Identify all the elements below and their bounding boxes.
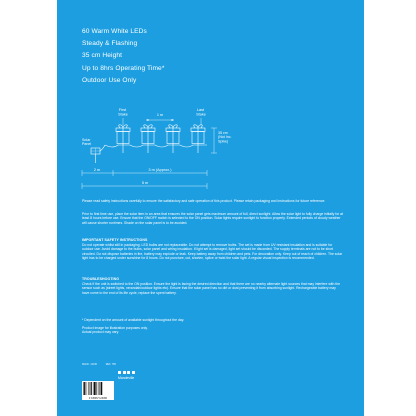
- feature-item: 60 Warm White LEDs: [82, 28, 147, 35]
- ref-code: REF: 785: [105, 363, 116, 366]
- brand-name: Mandeville: [118, 376, 135, 380]
- product-diagram: [57, 105, 364, 191]
- lead-length-label: 2 m: [93, 168, 101, 172]
- feature-item: 35 cm Height: [82, 52, 123, 60]
- gift-stake: [116, 125, 130, 153]
- span-length-label: 3 m (Approx.): [148, 168, 172, 172]
- troubleshooting-heading: TROUBLESHOOTING: [82, 277, 120, 281]
- height-label: 35 cm (Not Inc. Spike): [218, 131, 232, 144]
- social-icons: [118, 371, 135, 374]
- solar-panel-icon: [91, 145, 105, 163]
- gift-stake: [141, 125, 155, 153]
- pinterest-icon: [132, 371, 135, 374]
- youtube-icon: [127, 371, 130, 374]
- gift-stake: [166, 125, 180, 153]
- packaging-panel: [57, 0, 364, 416]
- barcode: [82, 381, 114, 400]
- solar-panel-label: Solar Panel: [82, 138, 92, 147]
- feature-item: Outdoor Use Only: [82, 76, 137, 84]
- troubleshooting-text: Check if the unit is switched to the ON position. Ensure the light is facing the desired direction and that there are no nearby alternate light sources that may interfere with the sensor such as (street lights, verandah/outdoor lights etc). Ensure that the solar panel has no dirt or dust preventing it from absorbing sunlight. Rechargeable battery may have come to the end of its life cycle, replace the spent battery.: [82, 282, 341, 295]
- intro-text: Please read safety instructions carefully to ensure the satisfactory and safe operation of this product. Please retain packaging and instructions for future reference.: [82, 199, 326, 203]
- first-stake-label: First Stake: [118, 108, 128, 117]
- disclaimer: Product image for illustration purposes only. Actual product may vary.: [82, 326, 148, 335]
- product-codes: [82, 363, 124, 366]
- feature-list: [82, 26, 165, 87]
- gift-stake: [191, 125, 205, 153]
- safety-heading: IMPORTANT SAFETY INSTRUCTIONS: [82, 238, 148, 242]
- safety-text: Do not operate whilst still in packaging. LED bulbs are not replaceable. Do not attempt to remove bulbs. The set is made from UV resistant insulation and is suitable for outdoor use. Avoid damage to the bulbs, solar panel and wiring insulation. If light set is damaged, light set should be discarded. The supply terminals are not to be short circuited. Do not dispose batteries in fire, battery may explode or leak. Keep battery away from children and pets. For decoration only. Keep out of reach of children. The solar light has to be charged under sunshine for 8 hours. Do not puncture, cut, shorten, splice or twist the solar light. A regular visual inspection is recommended.: [82, 243, 343, 260]
- first-use-text: Prior to first time use, place the solar item in an area that ensures the solar panel gets maximum amount of full, direct sunlight. Allow the solar light to fully charge initially for at least 8 hours before use. Ensure that the ON/OFF switch is selected to the ON position. Solar lights require sunlight to function properly. Extended periods of cloudy weather will cause shorter runtimes. Shade on the solar panel is to be avoided.: [82, 212, 344, 225]
- instagram-icon: [123, 371, 126, 374]
- spacing-label: 1 m: [156, 113, 164, 117]
- last-stake-label: Last Stake: [196, 108, 206, 117]
- total-length-label: 5 m: [141, 181, 149, 185]
- barcode-number: 9 345667 123456: [89, 398, 107, 400]
- feature-item: Up to 8hrs Operating Time*: [82, 64, 165, 72]
- facebook-icon: [118, 371, 121, 374]
- footnote: * Dependent on the amount of available sunlight throughout the day.: [82, 318, 185, 322]
- manu-code: MANU: 12345: [82, 363, 98, 366]
- feature-item: Steady & Flashing: [82, 40, 138, 48]
